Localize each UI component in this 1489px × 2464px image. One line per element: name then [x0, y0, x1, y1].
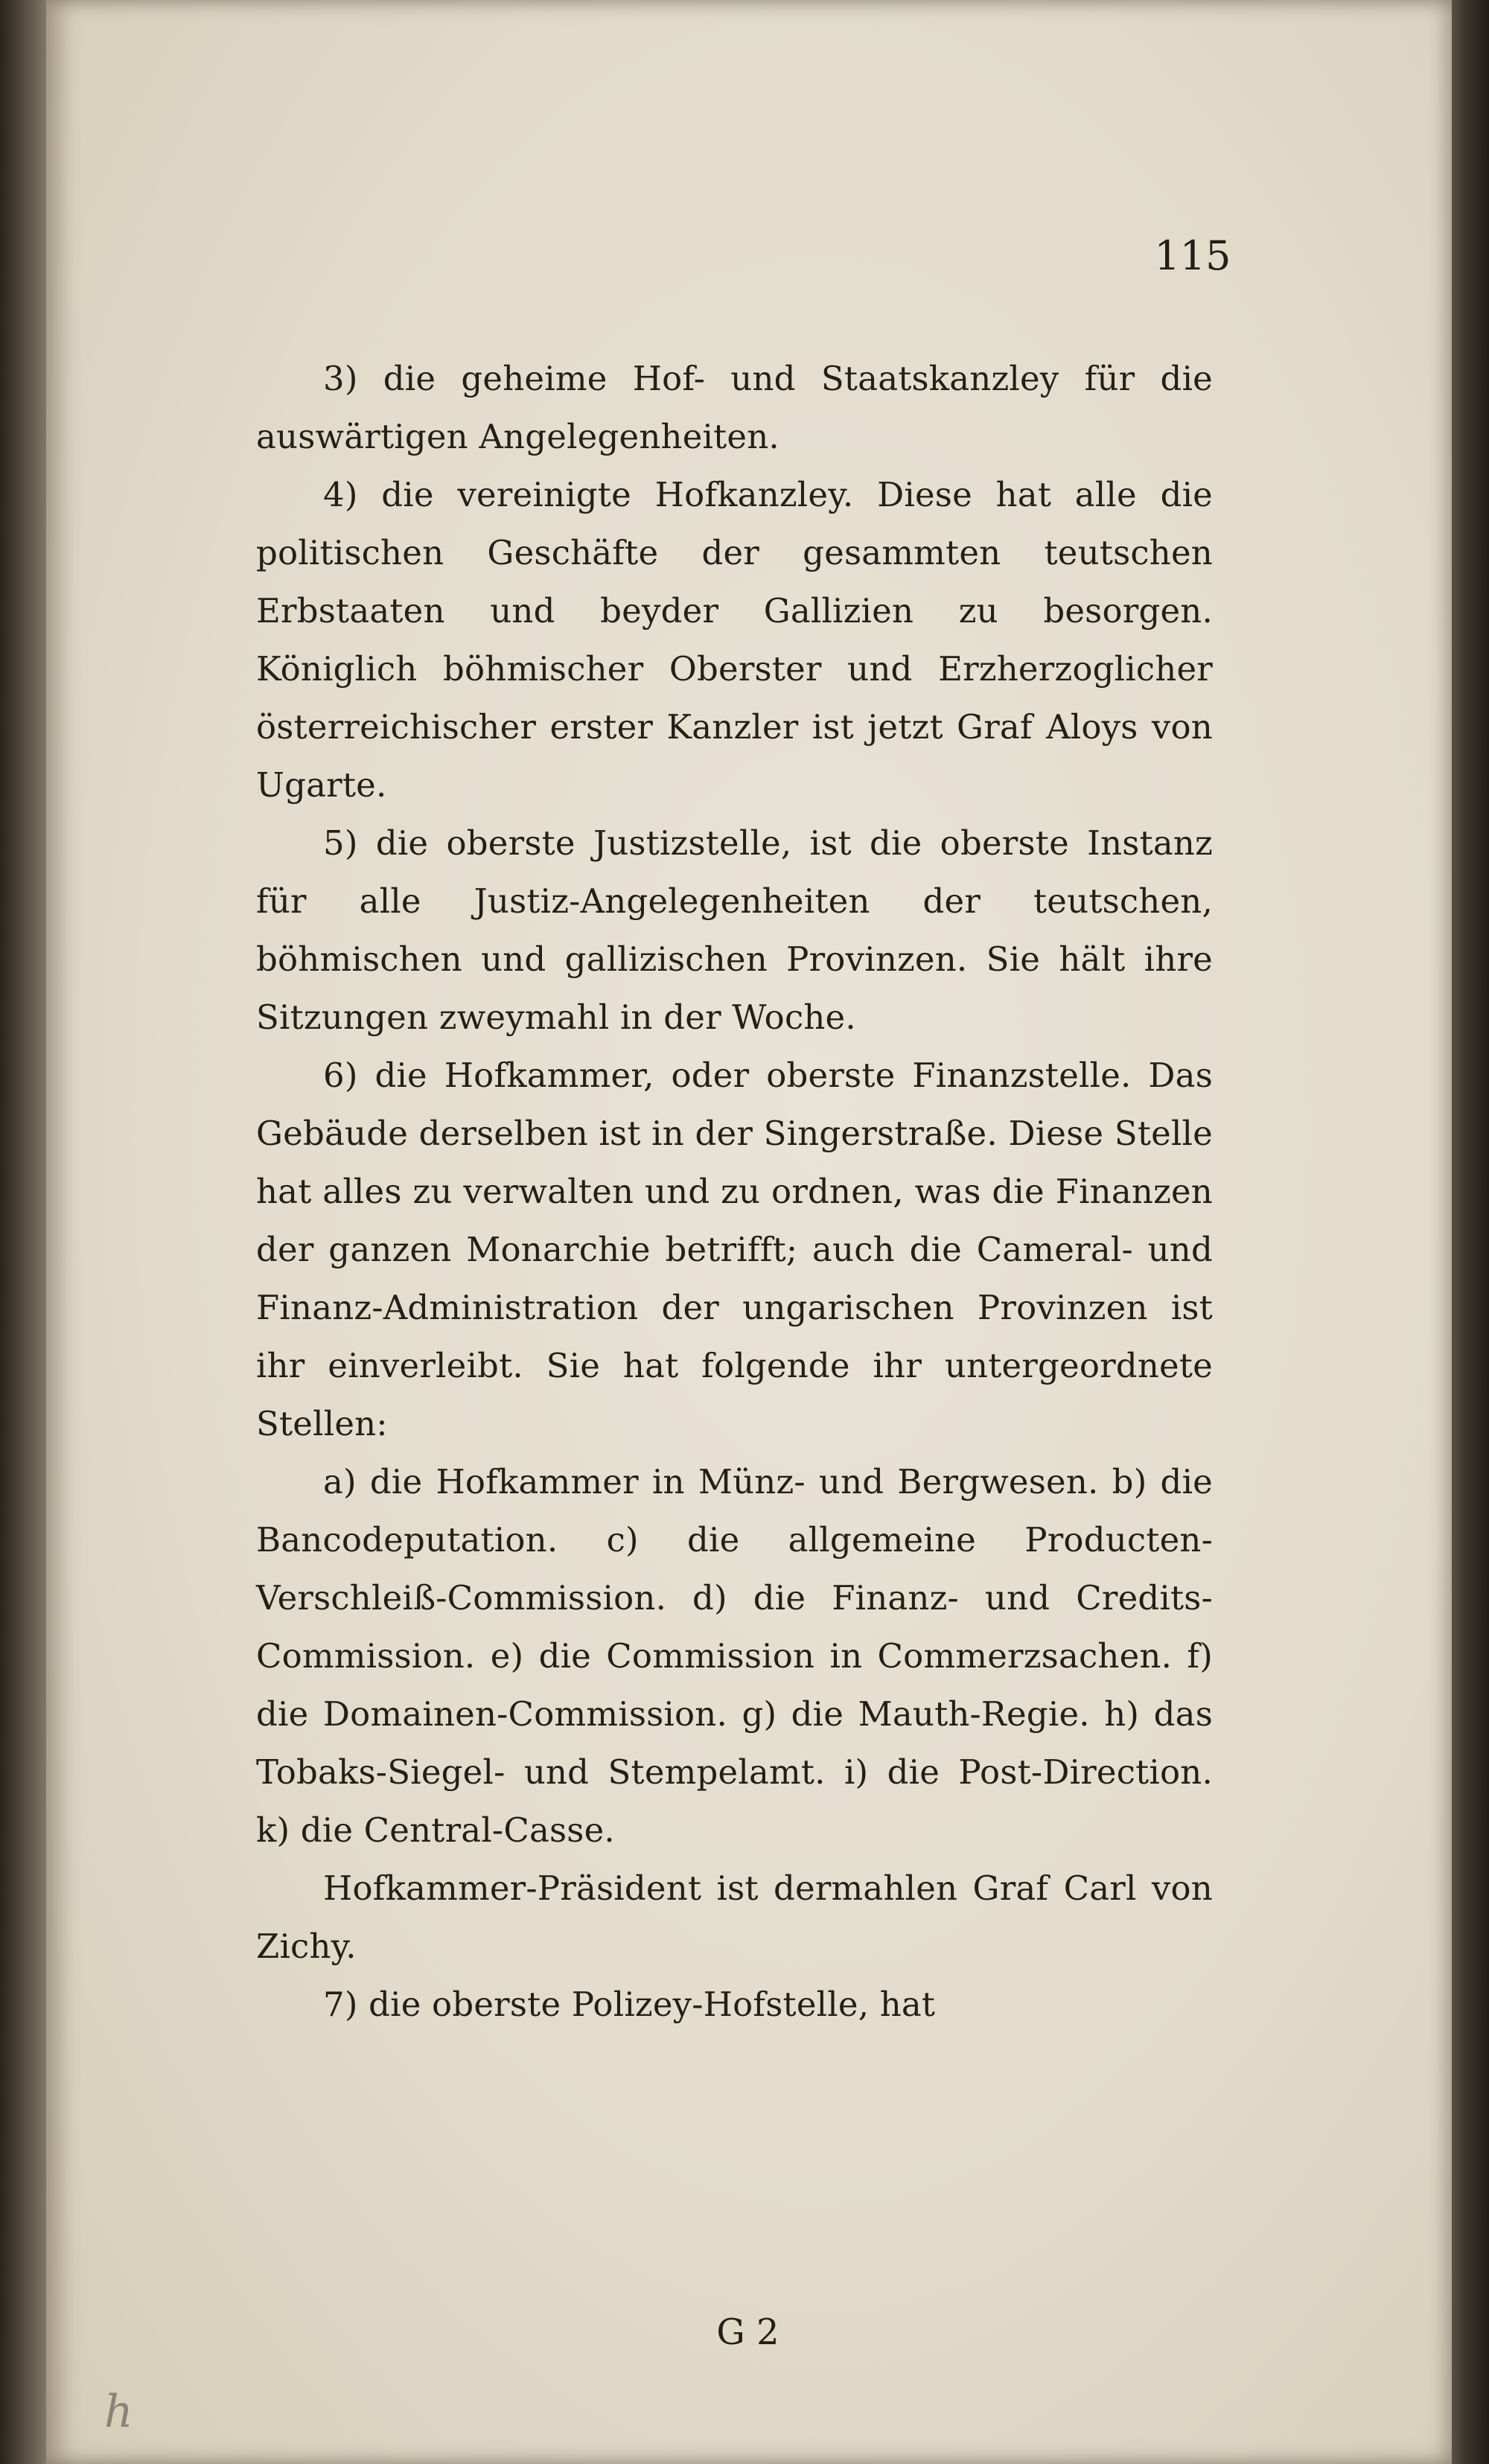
page-text [256, 350, 1213, 2034]
page-edge [1452, 0, 1489, 2464]
paragraph-hofkammer: 6) die Hofkammer, oder oberste Finanzstelle. Das Gebäude derselben ist in der Singerstraße. Diese Stelle hat alles zu verwalten und zu ordnen, was die Finanzen der ganzen Monarchie betrifft; auch die Cameral- und Finanz-Administration der ungarischen Provinzen ist ihr einverleibt. Sie hat folgende ihr untergeordnete Stellen: [256, 1056, 1213, 1443]
paragraph-hofkanzley: 4) die vereinigte Hofkanzley. Diese hat alle die politischen Geschäfte der gesammten teutschen Erbstaaten und beyder Gallizien zu besorgen. Königlich böhmischer Oberster und Erzherzoglicher österreichischer erster Kanzler ist jetzt Graf Aloys von Ugarte. [256, 475, 1213, 805]
paragraph-justizstelle: 5) die oberste Justizstelle, ist die oberste Instanz für alle Justiz-Angelegenheiten der teutschen, böhmischen und gallizischen Provinzen. Sie hält ihre Sitzungen zweymahl in der Woche. [256, 823, 1213, 1037]
paragraph-staatskanzley: 3) die geheime Hof- und Staatskanzley für die auswärtigen Angelegenheiten. [256, 359, 1213, 456]
pencil-annotation: h [104, 2386, 133, 2438]
paragraph-president: Hofkammer-Präsident ist dermahlen Graf Carl von Zichy. [256, 1868, 1213, 1966]
book-binding [0, 0, 51, 2464]
page-number: 115 [1154, 232, 1231, 279]
paragraph-polizey: 7) die oberste Polizey-Hofstelle, hat [323, 1985, 936, 2024]
book-page [46, 0, 1452, 2464]
signature-mark: G 2 [716, 2311, 779, 2353]
paragraph-subordinate-offices: a) die Hofkammer in Münz- und Bergwesen. b) die Bancodeputation. c) die allgemeine Producten-Verschleiß-Commission. d) die Finanz- und Credits-Commission. e) die Commission in Commerzsachen. f) die Domainen-Commission. g) die Mauth-Regie. h) das Tobaks-Siegel- und Stempelamt. i) die Post-Direction. k) die Central-Casse. [256, 1462, 1213, 1850]
